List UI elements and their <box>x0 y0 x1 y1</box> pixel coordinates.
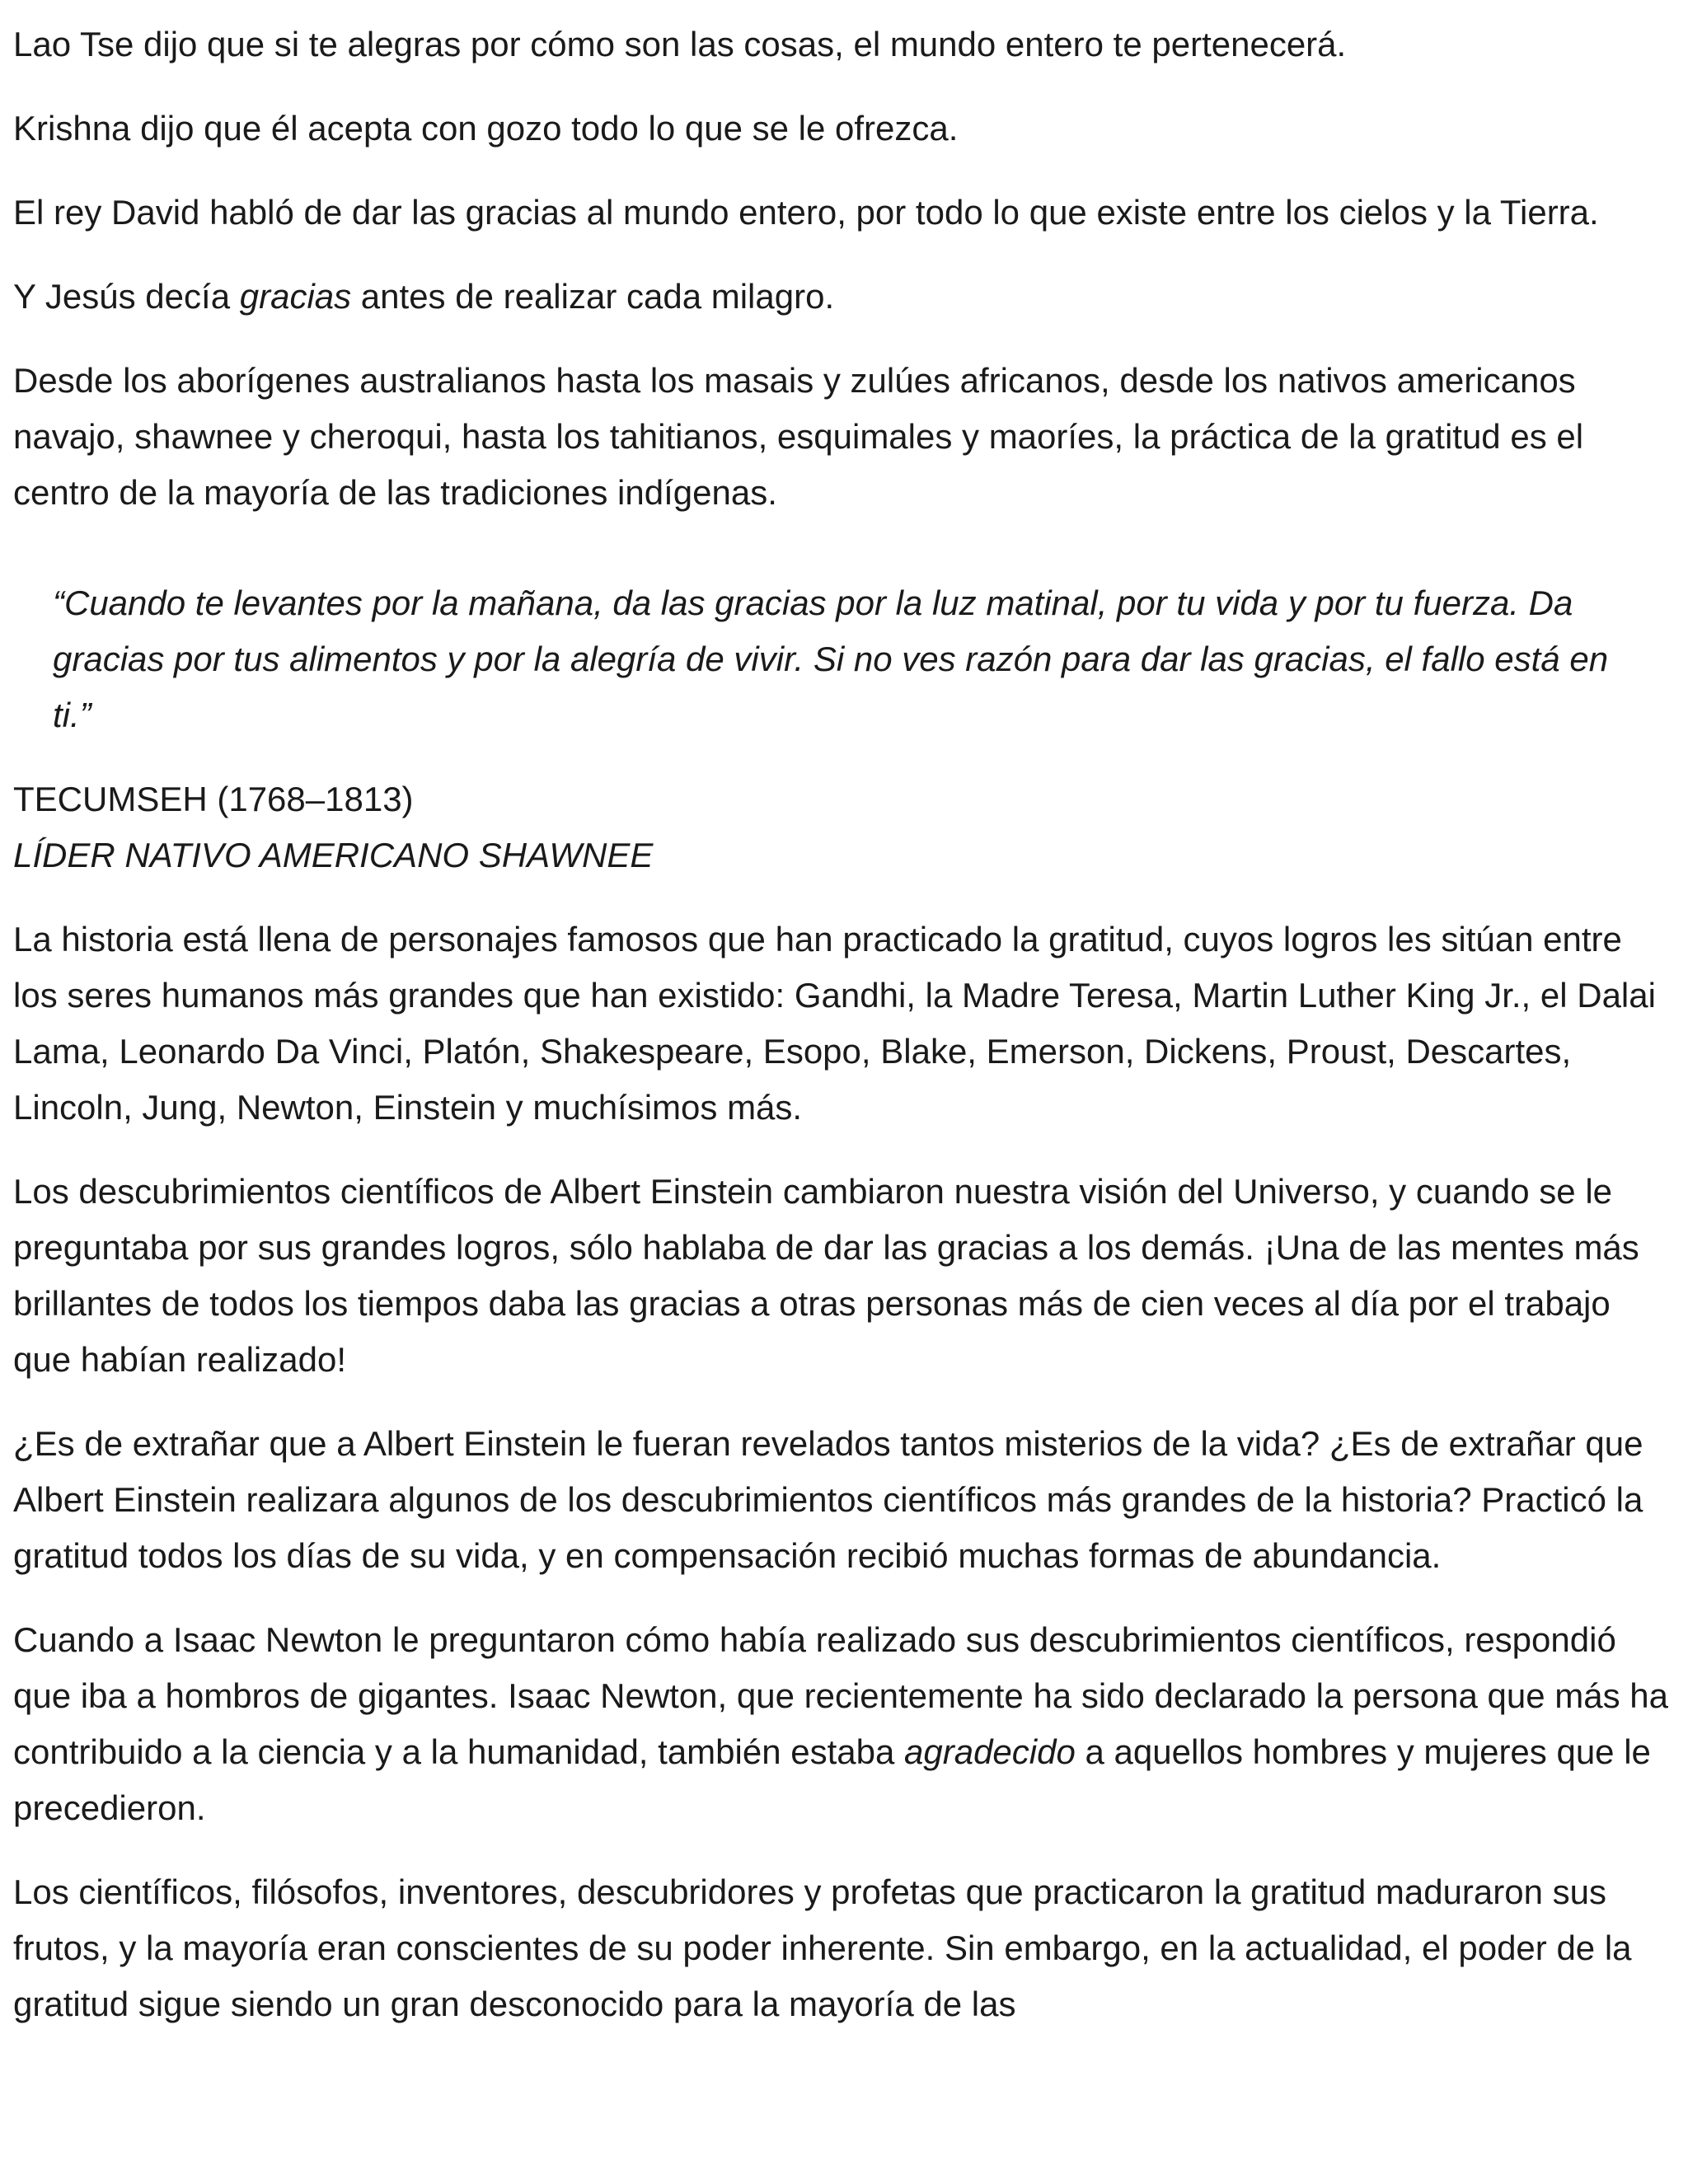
paragraph-lao-tse: Lao Tse dijo que si te alegras por cómo son las cosas, el mundo entero te pertenecerá. <box>13 25 1347 63</box>
jesus-text-before: Y Jesús decía <box>13 277 240 316</box>
newton-emphasis: agradecido <box>904 1732 1076 1771</box>
newton-text-before: Cuando a Isaac Newton le preguntaron cómo había realizado sus descubrimientos científicos, respondió que iba a hombros de gigantes. Isaac Newton, que recientemente ha sido declarado la persona que más ha contribuido a la ciencia y a la humanidad, también estaba <box>13 1620 1668 1771</box>
attribution-name: TECUMSEH (1768–1813) <box>13 780 414 818</box>
jesus-emphasis: gracias <box>239 277 352 316</box>
paragraph-history: La historia está llena de personajes famosos que han practicado la gratitud, cuyos logros les sitúan entre los seres humanos más grandes que han existido: Gandhi, la Madre Teresa, Martin Luther King Jr., el Dalai Lama, Leonardo Da Vinci, Platón, Shakespeare, Esopo, Blake, Emerson, Dickens, Proust, Descartes, Lincoln, Jung, Newton, Einstein y muchísimos más. <box>13 920 1656 1127</box>
paragraph-einstein-1: Los descubrimientos científicos de Albert Einstein cambiaron nuestra visión del Universo, y cuando se le preguntaba por sus grandes logros, sólo hablaba de dar las gracias a los demás. ¡Una de las mentes más brillantes de todos los tiempos daba las gracias a otras personas más de cien veces al día por el trabajo que habían realizado! <box>13 1172 1639 1379</box>
paragraph-newton <box>13 1612 1670 1836</box>
quote-attribution <box>13 771 1670 883</box>
paragraph-indigenous: Desde los aborígenes australianos hasta los masais y zulúes africanos, desde los nativos americanos navajo, shawnee y cheroqui, hasta los tahitianos, esquimales y maoríes, la práctica de la gratitud es el centro de la mayoría de las tradiciones indígenas. <box>13 361 1584 512</box>
paragraph-krishna: Krishna dijo que él acepta con gozo todo lo que se le ofrezca. <box>13 109 959 148</box>
paragraph-jesus <box>13 269 1670 325</box>
jesus-text-after: antes de realizar cada milagro. <box>351 277 835 316</box>
paragraph-einstein-2: ¿Es de extrañar que a Albert Einstein le fueran revelados tantos misterios de la vida? ¿Es de extrañar que Albert Einstein realizara algunos de los descubrimientos científicos más grandes de la historia? Practicó la gratitud todos los días de su vida, y en compensación recibió muchas formas de abundancia. <box>13 1424 1643 1575</box>
paragraph-closing: Los científicos, filósofos, inventores, descubridores y profetas que practicaron la gratitud maduraron sus frutos, y la mayoría eran conscientes de su poder inherente. Sin embargo, en la actualidad, el poder de la gratitud sigue siendo un gran desconocido para la mayoría de las <box>13 1872 1632 2023</box>
newton-text-after: a aquellos hombres y mujeres que le precedieron. <box>13 1732 1651 1827</box>
attribution-role: LÍDER NATIVO AMERICANO SHAWNEE <box>13 836 654 874</box>
paragraph-king-david: El rey David habló de dar las gracias al mundo entero, por todo lo que existe entre los cielos y la Tierra. <box>13 193 1599 232</box>
tecumseh-quote: “Cuando te levantes por la mañana, da las gracias por la luz matinal, por tu vida y por tu fuerza. Da gracias por tus alimentos y por la alegría de vivir. Si no ves razón para dar las gracias, el fallo está en ti.” <box>53 583 1609 734</box>
page-content <box>13 16 1670 2060</box>
